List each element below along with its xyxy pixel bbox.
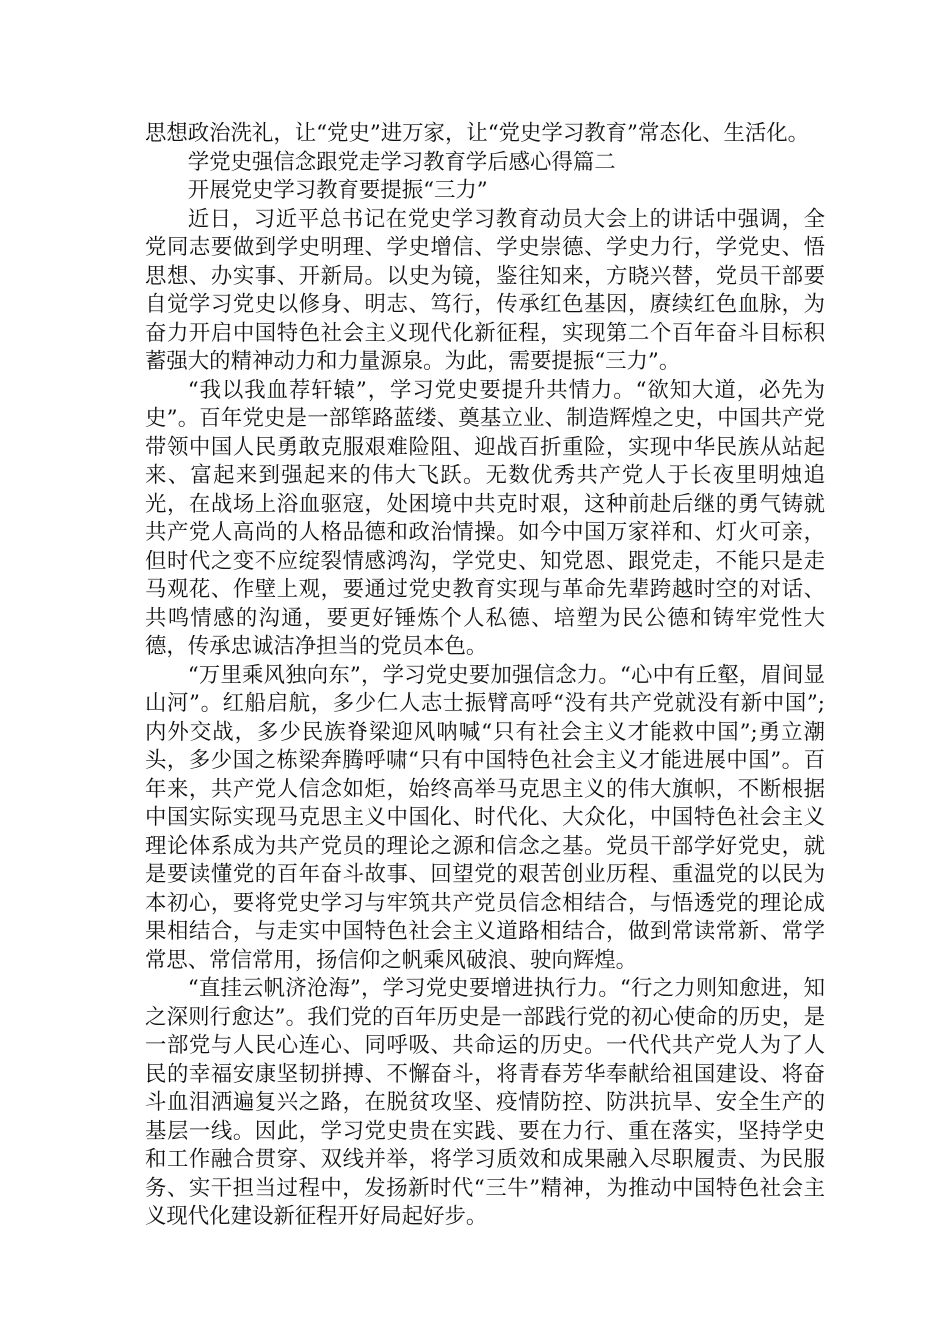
intro-paragraph-tail: 思想政治洗礼，让“党史”进万家，让“党史学习教育”常态化、生活化。 <box>145 121 810 146</box>
body-paragraph-3: “万里乘风独向东”，学习党史要加强信念力。“心中有丘壑，眉间显山河”。红船启航，多少仁人志士振臂高呼“没有共产党就没有新中国”;内外交战，多少民族脊梁迎风呐喊“只有社会主义才能救中国”;勇立潮头，多少国之栋梁奔腾呼啸“只有中国特色社会主义才能进展中国”。百年来，共产党人信念如炬，始终高举马克思主义的伟大旗帜，不断根据中国实际实现马克思主义中国化、时代化、大众化，中国特色社会主义理论体系成为共产党员的理论之源和信念之基。党员干部学好党史，就是要读懂党的百年奋斗故事、回望党的艰苦创业历程、重温党的以民为本初心，要将党史学习与牢筑共产党员信念相结合，与悟透党的理论成果相结合，与走实中国特色社会主义道路相结合，做到常读常新、常学常思、常信常用，扬信仰之帆乘风破浪、驶向辉煌。 <box>145 662 825 973</box>
section-title: 学党史强信念跟党走学习教育学后感心得篇二 <box>187 149 616 175</box>
section-subtitle: 开展党史学习教育要提振“三力” <box>187 178 488 203</box>
body-paragraph-2: “我以我血荐轩辕”，学习党史要提升共情力。“欲知大道，必先为史”。百年党史是一部筚路蓝缕、奠基立业、制造辉煌之史，中国共产党带领中国人民勇敢克服艰难险阻、迎战百折重险，实现中华民族从站起来、富起来到强起来的伟大飞跃。无数优秀共产党人于长夜里明烛追光，在战场上浴血驱寇，处困境中共克时艰，这种前赴后继的勇气铸就共产党人高尚的人格品德和政治情操。如今中国万家祥和、灯火可亲，但时代之变不应绽裂情感鸿沟，学党史、知党恩、跟党走，不能只是走马观花、作壁上观，要通过党史教育实现与革命先辈跨越时空的对话、共鸣情感的沟通，要更好锤炼个人私德、培塑为民公德和铸牢党性大德，传承忠诚洁净担当的党员本色。 <box>145 377 825 659</box>
body-paragraph-4: “直挂云帆济沧海”，学习党史要增进执行力。“行之力则知愈进，知之深则行愈达”。我们党的百年历史是一部践行党的初心使命的历史，是一部党与人民心连心、同呼吸、共命运的历史。一代代共产党人为了人民的幸福安康坚韧拼搏、不懈奋斗，将青春芳华奉献给祖国建设、将奋斗血泪洒遍复兴之路，在脱贫攻坚、疫情防控、防洪抗旱、安全生产的基层一线。因此，学习党史贵在实践、要在力行、重在落实，坚持学史和工作融合贯穿、双线并举，将学习质效和成果融入尽职履责、为民服务、实干担当过程中，发扬新时代“三牛”精神，为推动中国特色社会主义现代化建设新征程开好局起好步。 <box>145 976 825 1229</box>
body-paragraph-1: 近日，习近平总书记在党史学习教育动员大会上的讲话中强调，全党同志要做到学史明理、学史增信、学史崇德、学史力行，学党史、悟思想、办实事、开新局。以史为镜，鉴往知来，方晓兴替，党员干部要自觉学习党史以修身、明志、笃行，传承红色基因，赓续红色血脉，为奋力开启中国特色社会主义现代化新征程，实现第二个百年奋斗目标积蓄强大的精神动力和力量源泉。为此，需要提振“三力”。 <box>145 206 825 374</box>
document-body <box>145 120 825 1232</box>
